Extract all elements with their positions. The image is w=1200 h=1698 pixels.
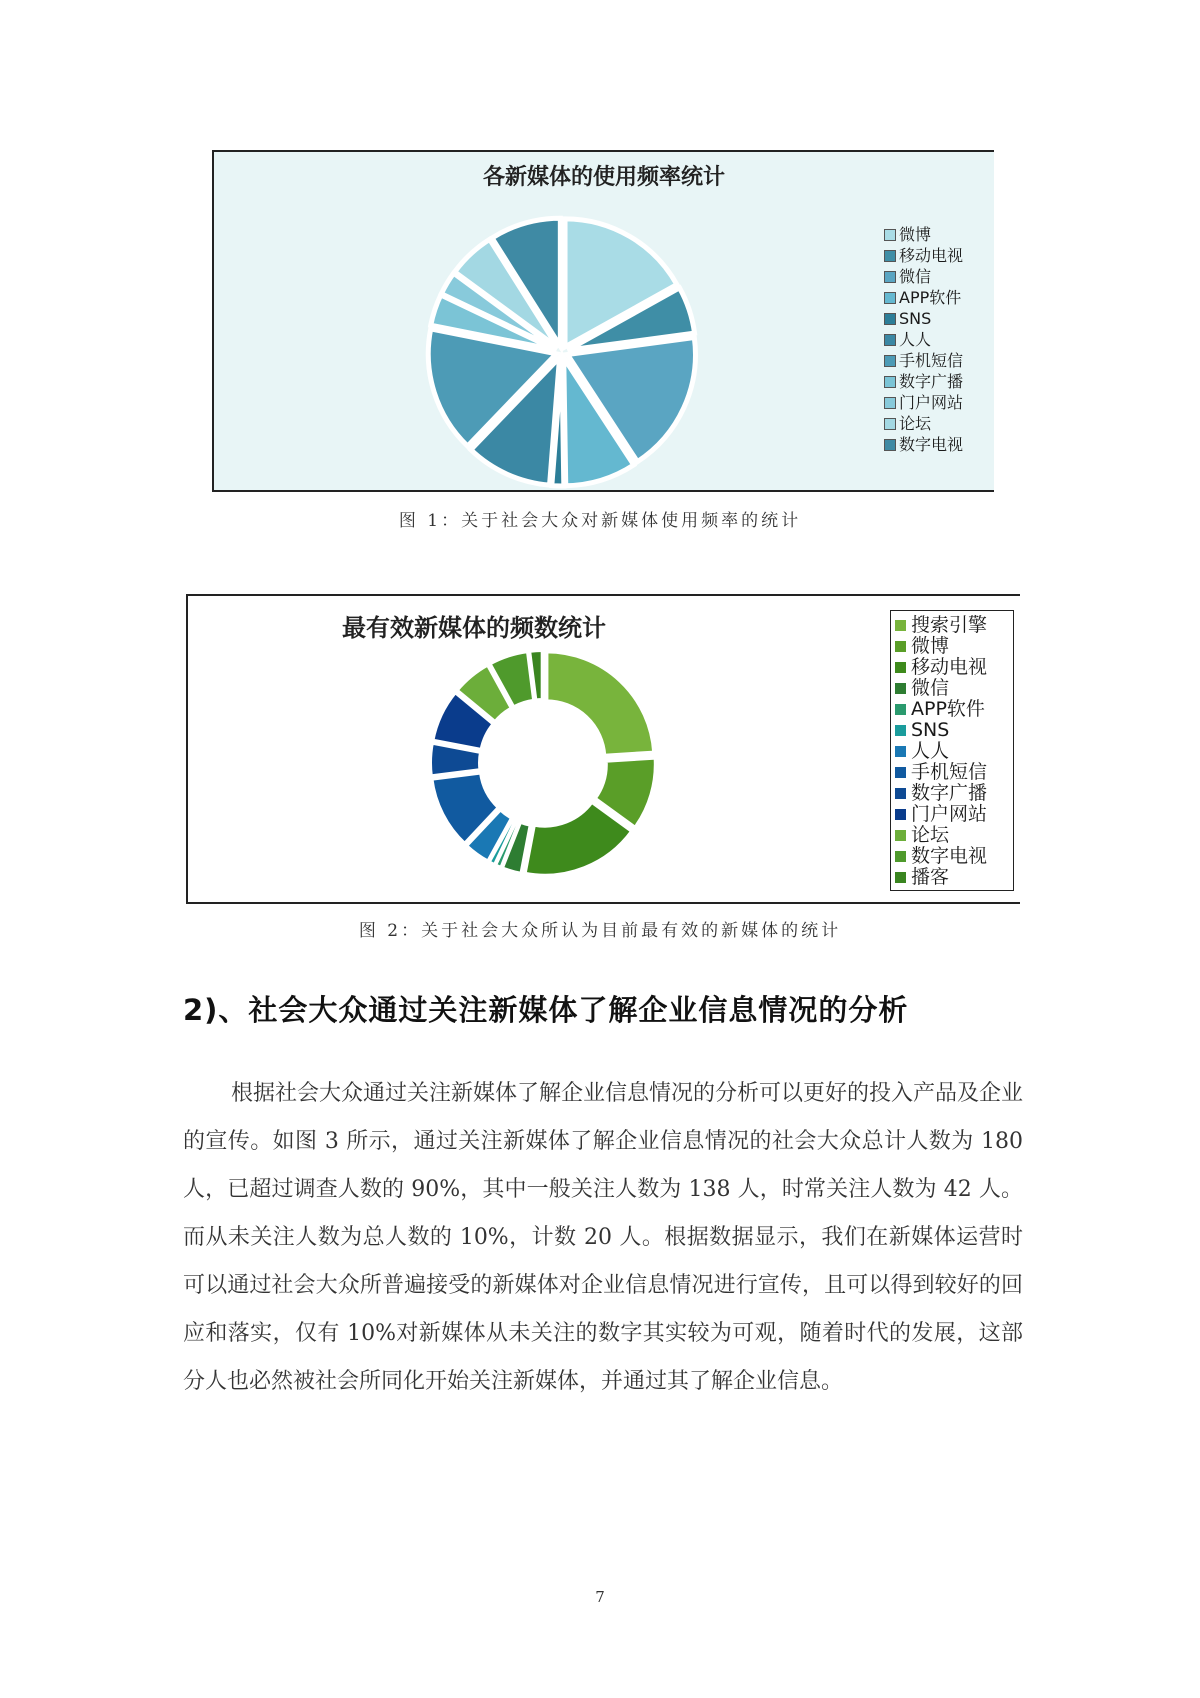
chart2-legend-item <box>895 720 1013 741</box>
figure1-caption: 图 1：关于社会大众对新媒体使用频率的统计 <box>398 511 802 531</box>
chart1-legend-label: 人人 <box>899 330 932 349</box>
chart2-legend-swatch <box>895 872 906 883</box>
chart2-legend-label: APP软件 <box>911 698 985 720</box>
chart1-legend-item <box>884 266 963 287</box>
chart2-slice-1 <box>546 651 654 755</box>
chart2-legend-item <box>895 741 1013 762</box>
chart1-legend-item <box>884 287 963 308</box>
chart2-legend-swatch <box>895 725 906 736</box>
chart1-legend-item <box>884 371 963 392</box>
chart1-legend-label: SNS <box>899 309 932 328</box>
chart2-legend-item <box>895 867 1013 888</box>
chart2-legend-swatch <box>895 851 906 862</box>
chart1-legend-swatch <box>884 355 896 367</box>
chart2-legend-item <box>895 699 1013 720</box>
chart2-legend-swatch <box>895 767 906 778</box>
chart2-legend-item <box>895 636 1013 657</box>
chart1-legend-swatch <box>884 334 896 346</box>
chart2-legend-swatch <box>895 683 906 694</box>
chart1-legend-swatch <box>884 292 896 304</box>
chart1-legend-label: 数字电视 <box>899 435 964 454</box>
chart2-legend-label: 播客 <box>911 866 950 888</box>
chart-usage-frequency <box>212 150 994 492</box>
chart1-legend-label: 微博 <box>899 225 932 244</box>
chart2-legend-label: 移动电视 <box>911 656 988 678</box>
chart1-legend-swatch <box>884 229 896 241</box>
chart1-legend-label: 论坛 <box>899 414 932 433</box>
chart2-legend-item <box>895 657 1013 678</box>
chart2-legend-swatch <box>895 809 906 820</box>
chart2-legend-item <box>895 846 1013 867</box>
chart1-legend-label: 门户网站 <box>899 393 964 412</box>
chart2-legend-label: 搜索引擎 <box>911 614 988 636</box>
chart1-legend-swatch <box>884 439 896 451</box>
chart1-legend-swatch <box>884 250 896 262</box>
chart2-legend-item <box>895 615 1013 636</box>
chart1-legend-swatch <box>884 376 896 388</box>
chart2-legend-label: 手机短信 <box>911 761 988 783</box>
chart2-legend-item <box>895 762 1013 783</box>
chart1-legend-label: 微信 <box>899 267 932 286</box>
chart2-legend-label: 微博 <box>911 635 950 657</box>
chart1-legend-swatch <box>884 271 896 283</box>
chart2-legend-item <box>895 783 1013 804</box>
chart1-legend-label: 移动电视 <box>899 246 964 265</box>
chart2-legend-label: 数字电视 <box>911 845 988 867</box>
chart1-pie <box>214 152 994 490</box>
chart1-legend-item <box>884 413 963 434</box>
chart2-legend-label: SNS <box>911 719 950 741</box>
chart2-legend-swatch <box>895 788 906 799</box>
chart2-legend-swatch <box>895 641 906 652</box>
chart1-legend-item <box>884 434 963 455</box>
chart2-legend-label: 人人 <box>911 740 950 762</box>
chart1-legend-item <box>884 329 963 350</box>
chart1-legend-item <box>884 245 963 266</box>
chart1-legend-item <box>884 350 963 371</box>
chart1-title: 各新媒体的使用频率统计 <box>482 165 725 190</box>
chart2-legend <box>890 610 1014 891</box>
chart1-legend-label: 数字广播 <box>899 372 964 391</box>
chart1-legend-item <box>884 308 963 329</box>
chart2-legend-item <box>895 804 1013 825</box>
chart1-legend-label: 手机短信 <box>899 351 964 370</box>
chart2-legend-swatch <box>895 830 906 841</box>
body-paragraph: 根据社会大众通过关注新媒体了解企业信息情况的分析可以更好的投入产品及企业的宣传。如图 3 所示，通过关注新媒体了解企业信息情况的社会大众总计人数为 180 人，已超过调查人数的 90%，其中一般关注人数为 138 人，时常关注人数为 42 人。而从未关注人数为总人数的 10%，计数 20 人。根据数据显示，我们在新媒体运营时可以通过社会大众所普遍接受的新媒体对企业信息情况进行宣传，且可以得到较好的回应和落实，仅有 10%对新媒体从未关注的数字其实较为可观，随着时代的发展，这部分人也必然被社会所同化开始关注新媒体，并通过其了解企业信息。 <box>183 1081 1024 1394</box>
page-number: 7 <box>595 1588 605 1606</box>
chart-most-effective <box>186 594 1020 904</box>
chart2-legend-item <box>895 825 1013 846</box>
chart2-legend-swatch <box>895 662 906 673</box>
chart2-legend-swatch <box>895 704 906 715</box>
chart2-title: 最有效新媒体的频数统计 <box>342 614 606 642</box>
chart1-legend-item <box>884 392 963 413</box>
chart2-legend-label: 微信 <box>911 677 950 699</box>
chart2-legend-label: 数字广播 <box>911 782 988 804</box>
chart2-legend-label: 论坛 <box>911 824 950 846</box>
chart1-legend-swatch <box>884 313 896 325</box>
chart1-legend-item <box>884 224 963 245</box>
chart1-legend-label: APP软件 <box>899 288 962 307</box>
chart2-legend-label: 门户网站 <box>911 803 988 825</box>
section-heading: 2)、社会大众通过关注新媒体了解企业信息情况的分析 <box>183 993 909 1027</box>
chart2-legend-item <box>895 678 1013 699</box>
chart2-legend-swatch <box>895 746 906 757</box>
chart2-legend-swatch <box>895 620 906 631</box>
chart1-legend-swatch <box>884 397 896 409</box>
figure2-caption: 图 2：关于社会大众所认为目前最有效的新媒体的统计 <box>358 921 842 941</box>
chart1-legend-swatch <box>884 418 896 430</box>
chart1-legend <box>884 224 963 455</box>
